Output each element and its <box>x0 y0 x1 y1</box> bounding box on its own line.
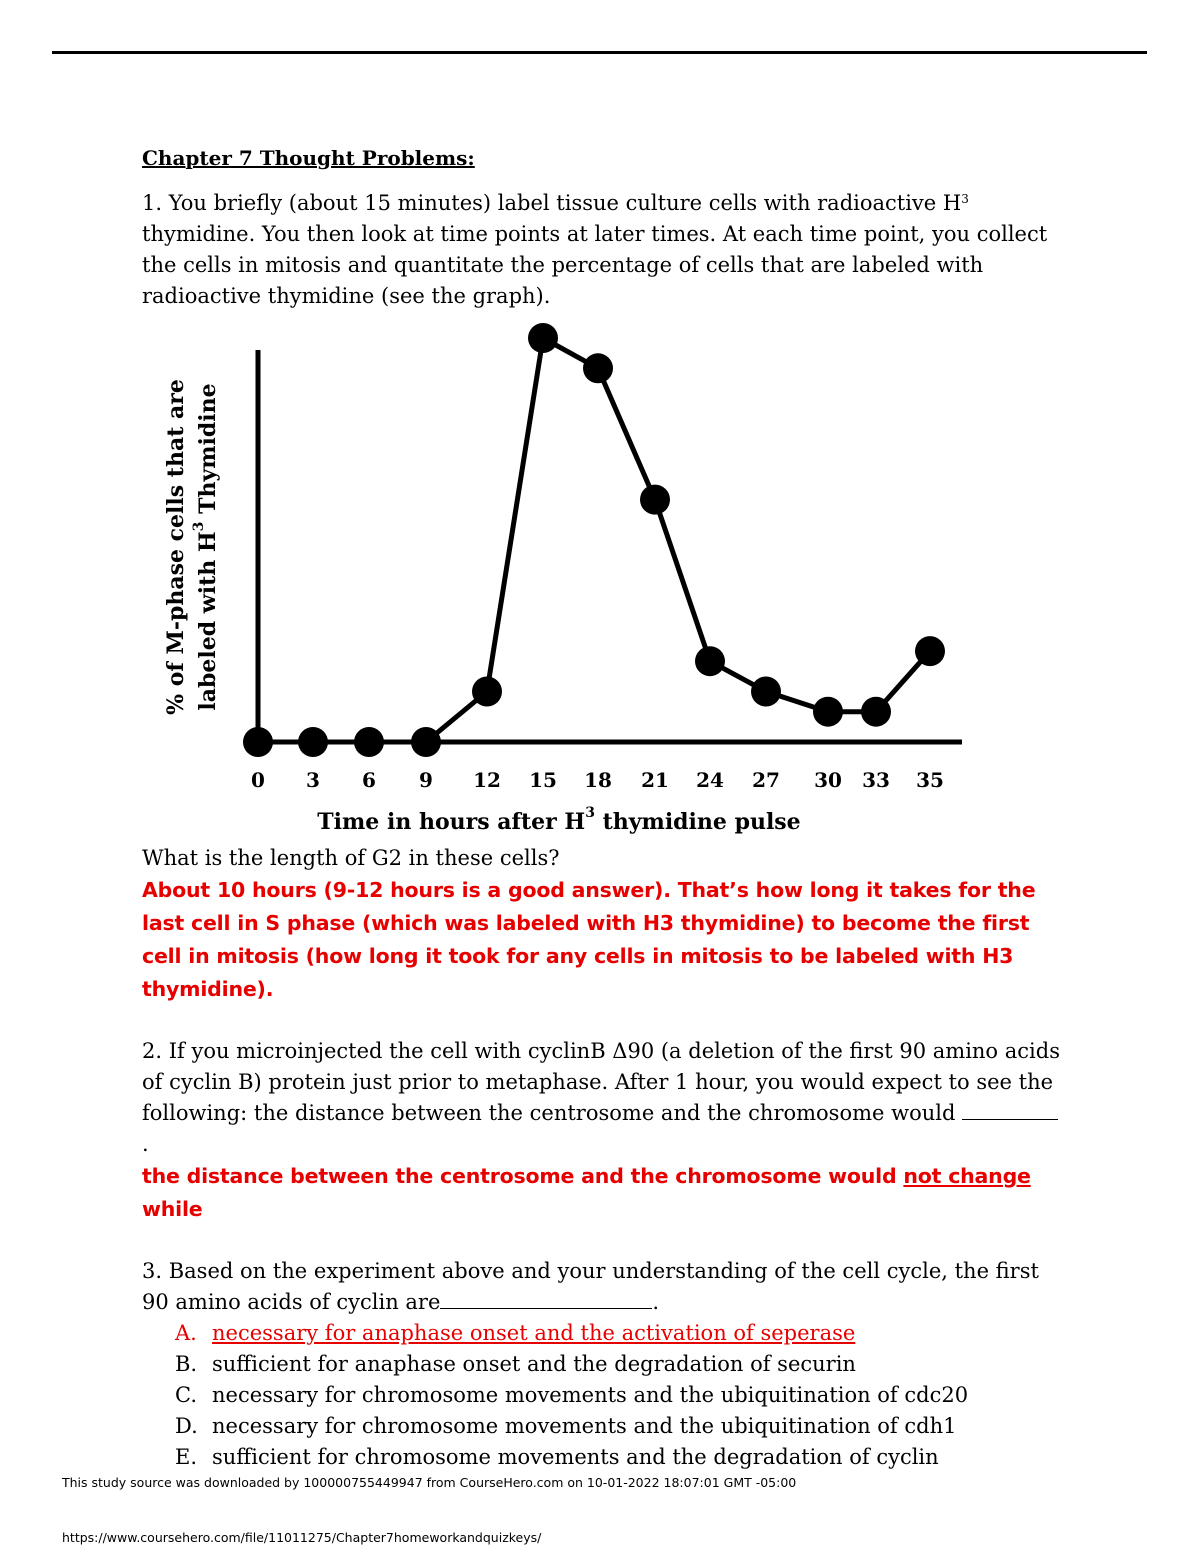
chapter-heading: Chapter 7 Thought Problems: <box>142 146 475 170</box>
question-1-text: 1. You briefly (about 15 minutes) label tissue culture cells with radioactive $H^3$ thymidine. You then look at time points at later times. At each time point, you collect the cells in mitosis and quantitate the percentage of cells that are labeled with radioactive thymidine (see the graph). <box>142 191 1048 308</box>
document-body <box>142 143 1062 1473</box>
x-tick-label: 9 <box>419 768 433 792</box>
question-2-answer: the distance between the centrosome and the chromosome would not change while <box>142 1164 1031 1221</box>
x-tick-label: 30 <box>814 768 842 792</box>
choice-d[interactable]: D. necessary for chromosome movements and the ubiquitination of cdh1 <box>175 1414 957 1438</box>
spacer <box>142 1006 1062 1036</box>
answer-blank <box>440 1287 652 1309</box>
source-url[interactable]: https://www.coursehero.com/file/11011275/Chapter7homeworkandquizkeys/ <box>62 1530 542 1545</box>
x-tick-label: 33 <box>862 768 890 792</box>
choice-c[interactable]: C. necessary for chromosome movements and the ubiquitination of cdc20 <box>175 1383 969 1407</box>
choice-a[interactable]: A. necessary for anaphase onset and the activation of seperase <box>175 1321 856 1345</box>
x-tick-label: 24 <box>696 768 724 792</box>
x-tick-label: 3 <box>306 768 320 792</box>
x-tick-label: 35 <box>916 768 944 792</box>
x-tick-label: 12 <box>473 768 501 792</box>
x-axis-label: Time in hours after $H^3$ thymidine pulse <box>317 805 801 835</box>
question-1-prompt: What is the length of G2 in these cells? <box>142 846 560 870</box>
choice-b[interactable]: B. sufficient for anaphase onset and the degradation of securin <box>175 1352 856 1376</box>
question-3-choices <box>142 1318 1062 1473</box>
y-axis-label-line1: % of M-phase cells that are <box>163 379 189 715</box>
x-tick-label: 6 <box>362 768 376 792</box>
x-tick-label: 18 <box>584 768 612 792</box>
question-1-answer: About 10 hours (9-12 hours is a good answer). That’s how long it takes for the last cell in S phase (which was labeled with H3 thymidine) to become the first cell in mitosis (how long it took for any cells in mitosis to be labeled with H3 thymidine). <box>142 878 1036 1001</box>
question-3-text: 3. Based on the experiment above and your understanding of the cell cycle, the first 90 amino acids of cyclin are . <box>142 1259 1039 1314</box>
question-2-text: 2. If you microinjected the cell with cyclinB Δ90 (a deletion of the first 90 amino acids of cyclin B) protein just prior to metaphase. After 1 hour, you would expect to see the following: the distance between the centrosome and the chromosome would . <box>142 1039 1060 1156</box>
chart-space <box>142 312 1062 843</box>
answer-blank <box>962 1098 1058 1120</box>
x-tick-label: 21 <box>641 768 669 792</box>
x-tick-label: 27 <box>752 768 780 792</box>
x-tick-label: 0 <box>251 768 265 792</box>
y-axis-label-line2: labeled with $H^3$ Thymidine <box>191 383 221 711</box>
download-notice: This study source was downloaded by 100000755449947 from CourseHero.com on 10-01-2022 18:07:01 GMT -05:00 <box>62 1475 797 1490</box>
spacer <box>142 1226 1062 1256</box>
choice-e[interactable]: E. sufficient for chromosome movements and the degradation of cyclin <box>175 1445 939 1469</box>
x-tick-label: 15 <box>529 768 557 792</box>
